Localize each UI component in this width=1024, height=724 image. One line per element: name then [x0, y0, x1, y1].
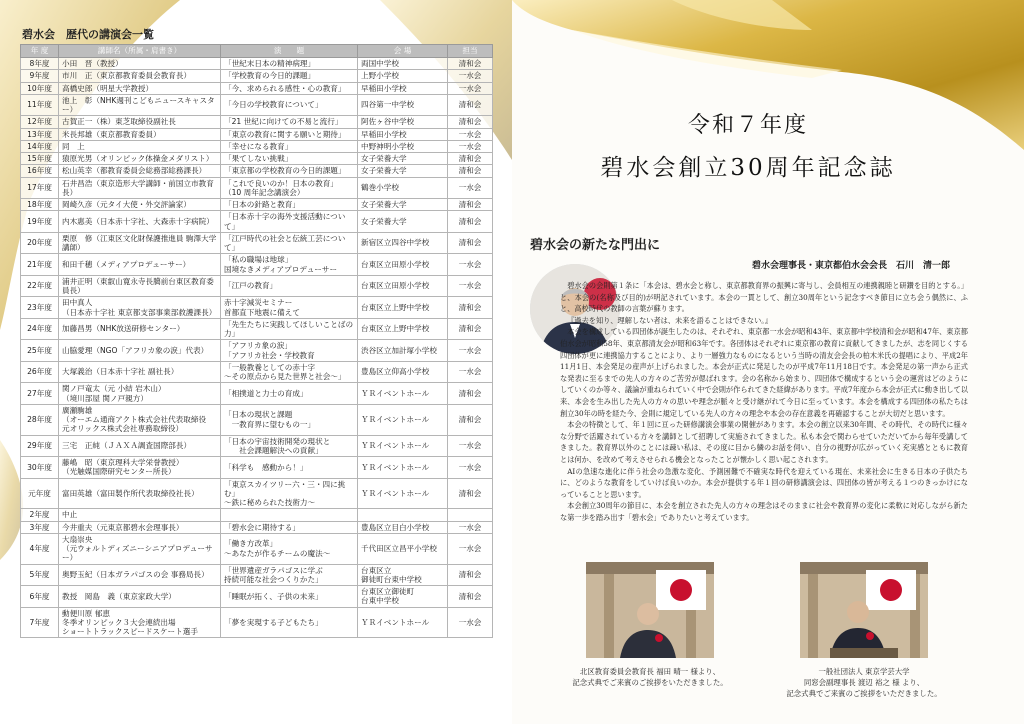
table-row: [21, 153, 493, 165]
column-header: 担当: [448, 45, 493, 58]
host-cell: 清和会: [448, 211, 493, 233]
year-cell: 14年度: [21, 140, 59, 152]
year-cell: 11年度: [21, 94, 59, 116]
lecturer-cell: 山脇愛理（NGO「アフリカ象の涙」代表）: [59, 340, 221, 362]
host-cell: 一水会: [448, 607, 493, 638]
lecturer-cell: 大扇崇央 （元ウォルトディズニーシニアプロデューサー）: [59, 533, 221, 564]
venue-cell: 女子栄養大学: [358, 211, 448, 233]
topic-cell: 「東京の教育に関する願いと期待」: [221, 128, 358, 140]
venue-cell: 豊島区立仰高小学校: [358, 361, 448, 383]
venue-cell: 千代田区立昌平小学校: [358, 533, 448, 564]
topic-cell: 「幸せになる教育」: [221, 140, 358, 152]
year-cell: 5年度: [21, 564, 59, 586]
host-cell: 一水会: [448, 361, 493, 383]
lecturer-cell: 松山英幸（都教育委員会総務部総務課長）: [59, 165, 221, 177]
commemorative-title: [598, 108, 898, 182]
table-row: [21, 140, 493, 152]
venue-cell: ＹＲイベントホール: [358, 404, 448, 435]
host-cell: 清和会: [448, 478, 493, 509]
table-row: [21, 58, 493, 70]
guest-caption-2: 一般社団法人 東京学芸大学 同窓会副理事長 渡辺 裕之 様 より、 記念式典でご来賓のご挨拶をいただきました。: [786, 667, 942, 698]
year-cell: 20年度: [21, 232, 59, 254]
venue-cell: 女子栄養大学: [358, 153, 448, 165]
host-cell: 清和会: [448, 199, 493, 211]
lecturer-cell: 大塚義治（日本赤十字社 副社長）: [59, 361, 221, 383]
venue-cell: [358, 509, 448, 521]
lecture-history-table: [20, 44, 493, 638]
venue-cell: 新宿区立四谷中学校: [358, 232, 448, 254]
topic-cell: 「日本赤十字の海外支援活動について」: [221, 211, 358, 233]
host-cell: [448, 509, 493, 521]
topic-cell: 「働き方改革」 ～あなたが作るチームの魔法～: [221, 533, 358, 564]
lecturer-cell: 池上 彰（NHK週刊こどもニュースキャスター）: [59, 94, 221, 116]
host-cell: 清和会: [448, 586, 493, 608]
topic-cell: 「江戸の教育」: [221, 275, 358, 297]
column-header: 講師名（所属・肩書き）: [59, 45, 221, 58]
topic-cell: 「東京都の学校教育の今日的課題」: [221, 165, 358, 177]
lecturer-cell: 教授 岡島 義（東京家政大学）: [59, 586, 221, 608]
table-row: [21, 165, 493, 177]
table-row: [21, 457, 493, 479]
topic-cell: 「夢を実現する子どもたち」: [221, 607, 358, 638]
topic-cell: 「今、求められる感性・心の教育」: [221, 82, 358, 94]
table-row: [21, 254, 493, 276]
lecturer-cell: 米長邦雄（東京都教育委員）: [59, 128, 221, 140]
topic-cell: 「学校教育の今日的課題」: [221, 70, 358, 82]
article-headline: 碧水会の新たな門出に: [530, 238, 661, 253]
venue-cell: 四谷第一中学校: [358, 94, 448, 116]
article-author: 碧水会理事長・東京都伯水会会長 石川 清一郎: [752, 261, 951, 271]
body-paragraph: 本会を構成している四団体が誕生したのは、それぞれ、東京都一水会が昭和43年、東京都中学校清和会が昭和47年、東京都伯水会が昭和58年、東京都清友会が昭和63年です。各団体はそれぞれに東京都の教育に貢献してきましたが、志を同じくする四団体が更に連携協力することにより、より一層強力なものになるという当時の清友会会長の柏木米氏の提唱により、平成2年11月1日、本会発足の産声が上げられました。本会が正式に発足したのが平成7年11月18日です。本会発足の第一声から正式な発表に至るまでの先人の方々のご苦労が偲ばれます。会の名称から始まり、四団体で構成するという会の運営はどのようにしていくのか等々、議論が重ねられていく中で会則が作られてきた経緯があります。平成7年度から本会が正式に動き出して以来、本会を生み出した先人の方々の思いや理念が脈々と受け継がれて今日に至っています。本会を構成する四団体の私たちは創立30年の時を経た今、会則に規定している先人の方々の理念や本会の存在意義を再確認することが大切だと思います。: [560, 327, 968, 418]
table-row: [21, 361, 493, 383]
year-cell: 19年度: [21, 211, 59, 233]
lecturer-cell: 同 上: [59, 140, 221, 152]
host-cell: 清和会: [448, 58, 493, 70]
lecture-history-title: 碧水会 歴代の講演会一覧: [22, 28, 154, 41]
table-row: [21, 478, 493, 509]
venue-cell: 両国中学校: [358, 58, 448, 70]
table-row: [21, 199, 493, 211]
venue-cell: 阿佐ヶ谷中学校: [358, 116, 448, 128]
column-header: 年 度: [21, 45, 59, 58]
host-cell: 清和会: [448, 383, 493, 405]
host-cell: 一水会: [448, 435, 493, 457]
topic-cell: 「21 世紀に向けての不易と流行」: [221, 116, 358, 128]
host-cell: 一水会: [448, 521, 493, 533]
year-cell: 7年度: [21, 607, 59, 638]
year-cell: 8年度: [21, 58, 59, 70]
host-cell: 清和会: [448, 404, 493, 435]
topic-cell: 「日本の現状と課題 一教育界に望むもの一」: [221, 404, 358, 435]
body-paragraph: 碧水会の会則第１条に「本会は、碧水会と称し、東京都教育界の振興に寄与し、会員相互の連携親睦と研鑽を目的とする。」と、本会の(名称及び目的)が明記されています。本会の一貫として、創立30周年という記念すべき節目に立ち会う偶然に、ふと、高校時代の教師の言葉が蘇ります。: [560, 281, 968, 314]
table-row: [21, 340, 493, 362]
title-year: 令和７年度: [687, 113, 808, 138]
year-cell: 15年度: [21, 153, 59, 165]
year-cell: 9年度: [21, 70, 59, 82]
lecturer-cell: 石井昌浩（東京造形大学講師・前国立市教育長）: [59, 177, 221, 199]
year-cell: 25年度: [21, 340, 59, 362]
lecturer-cell: 今井重夫（元東京都碧水会理事長）: [59, 521, 221, 533]
topic-cell: 「アフリカ象の涙」 「アフリカ社会・学校教育: [221, 340, 358, 362]
lecturer-cell: 動便川原 郁恵 冬季オリンピック３大会連続出場 ショートトラックスピードスケート選手: [59, 607, 221, 638]
host-cell: 清和会: [448, 94, 493, 116]
lecturer-cell: 田中真人 （日本赤十字社 東京都支部事業部救護課長）: [59, 297, 221, 319]
lecturer-cell: 小田 晋（教授）: [59, 58, 221, 70]
venue-cell: 早稲田小学校: [358, 82, 448, 94]
host-cell: 清和会: [448, 232, 493, 254]
topic-cell: 「一般教養としての赤十字 ～その原点から見た世界と社会～」: [221, 361, 358, 383]
venue-cell: 豊島区立目白小学校: [358, 521, 448, 533]
body-paragraph: 本会の特徴として、年１回に亘った研修講演会事業の開催があります。本会の創立以来30年間、その時代、その時代に様々な分野で活躍されている方々を講師として招聘して実施されてきました。私も本会で関わらせていただいてから毎年受講してきました。教育界以外のことには疎い私は、その度に目から鱗のお話を伺い、自分の視野が広がっていく充実感とともに教育とは何か、を改めて考えさせられる機会となったことが懐かしく思い起こされます。: [560, 420, 968, 464]
year-cell: 21年度: [21, 254, 59, 276]
lecturer-cell: 和田千穂（メディアプロデューサー）: [59, 254, 221, 276]
venue-cell: 台東区立 御徒町台東中学校: [358, 564, 448, 586]
year-cell: 2年度: [21, 509, 59, 521]
column-header: 会 場: [358, 45, 448, 58]
topic-cell: 「碧水会に期待する」: [221, 521, 358, 533]
guest-photo-1: [586, 562, 714, 658]
table-row: [21, 521, 493, 533]
year-cell: 元年度: [21, 478, 59, 509]
venue-cell: 上野小学校: [358, 70, 448, 82]
table-row: [21, 177, 493, 199]
venue-cell: 女子栄養大学: [358, 165, 448, 177]
table-row: [21, 275, 493, 297]
year-cell: 3年度: [21, 521, 59, 533]
body-paragraph: 本会創立30周年の節目に、本会を創立された先人の方々の理念はそのままに社会や教育界の変化に柔軟に対応しながら新たな第一歩を踏み出す「碧水会」でありたいと考えています。: [560, 501, 968, 522]
speech-photo-icon: [800, 562, 928, 658]
table-row: [21, 82, 493, 94]
topic-cell: 「睡眠が拓く、子供の未来」: [221, 586, 358, 608]
topic-cell: 「科学も 感動から！」: [221, 457, 358, 479]
venue-cell: 中野神明小学校: [358, 140, 448, 152]
table-row: [21, 383, 493, 405]
year-cell: 24年度: [21, 318, 59, 340]
table-row: [21, 297, 493, 319]
table-header-row: [21, 45, 493, 58]
host-cell: 一水会: [448, 82, 493, 94]
table-row: [21, 232, 493, 254]
topic-cell: 「東京スカイツリー六・三・四に挑む」 ～鉄に秘められた技術力～: [221, 478, 358, 509]
lecturer-cell: 高橋史郎（明星大学教授）: [59, 82, 221, 94]
lecturer-cell: 古賀正一（株）東芝取締役副社長: [59, 116, 221, 128]
lecturer-cell: 市川 正（東京都教育委員会教育長）: [59, 70, 221, 82]
venue-cell: ＹＲイベントホール: [358, 383, 448, 405]
year-cell: 6年度: [21, 586, 59, 608]
year-cell: 27年度: [21, 383, 59, 405]
year-cell: 18年度: [21, 199, 59, 211]
year-cell: 4年度: [21, 533, 59, 564]
host-cell: 一水会: [448, 340, 493, 362]
venue-cell: 台東区立田原小学校: [358, 254, 448, 276]
year-cell: 26年度: [21, 361, 59, 383]
lecturer-cell: 岡崎久彦（元タイ大使・外交評論家）: [59, 199, 221, 211]
year-cell: 30年度: [21, 457, 59, 479]
table-row: [21, 404, 493, 435]
table-row: [21, 70, 493, 82]
lecturer-cell: 中止: [59, 509, 221, 521]
table-row: [21, 533, 493, 564]
venue-cell: ＹＲイベントホール: [358, 607, 448, 638]
year-cell: 10年度: [21, 82, 59, 94]
host-cell: 一水会: [448, 275, 493, 297]
host-cell: 清和会: [448, 564, 493, 586]
topic-cell: 「世紀末日本の精神病理」: [221, 58, 358, 70]
table-row: [21, 211, 493, 233]
host-cell: 一水会: [448, 140, 493, 152]
venue-cell: 鶴巻小学校: [358, 177, 448, 199]
lecturer-cell: 富田英雄（富田製作所代表取締役社長）: [59, 478, 221, 509]
topic-cell: 「日本の針路と教育」: [221, 199, 358, 211]
venue-cell: 早稲田小学校: [358, 128, 448, 140]
topic-cell: 「果てしない挑戦」: [221, 153, 358, 165]
article-body: [560, 280, 968, 523]
year-cell: 22年度: [21, 275, 59, 297]
host-cell: 清和会: [448, 153, 493, 165]
venue-cell: 台東区立上野中学校: [358, 297, 448, 319]
topic-cell: 「これで良いのか！日本の教育」 （10 周年記念講演会）: [221, 177, 358, 199]
host-cell: 清和会: [448, 318, 493, 340]
venue-cell: ＹＲイベントホール: [358, 478, 448, 509]
topic-cell: 「相撲道と力士の育成」: [221, 383, 358, 405]
table-row: [21, 128, 493, 140]
table-row: [21, 607, 493, 638]
host-cell: 清和会: [448, 116, 493, 128]
year-cell: 16年度: [21, 165, 59, 177]
topic-cell: 「世界遺産ガラパゴスに学ぶ 持続可能な社会つくりかた」: [221, 564, 358, 586]
year-cell: 17年度: [21, 177, 59, 199]
host-cell: 一水会: [448, 128, 493, 140]
topic-cell: 「江戸時代の社会と伝統工芸について」: [221, 232, 358, 254]
lecturer-cell: 廣瀬駒雄 （オーエム通商アクト株式会社代表取締役 元オリックス株式会社専務取締役）: [59, 404, 221, 435]
host-cell: 一水会: [448, 254, 493, 276]
year-cell: 13年度: [21, 128, 59, 140]
topic-cell: 「日本の宇宙技術開発の現状と 社会課題解決への貢献」: [221, 435, 358, 457]
lecturer-cell: 関ノ戸竜太（元 小結 岩木山） （境川部屋 関ノ戸親方）: [59, 383, 221, 405]
host-cell: 清和会: [448, 297, 493, 319]
year-cell: 23年度: [21, 297, 59, 319]
title-main: 碧水会創立30周年記念誌: [600, 155, 896, 181]
table-row: [21, 586, 493, 608]
lecturer-cell: 内木惠美（日本赤十字社、大森赤十字病院）: [59, 211, 221, 233]
table-row: [21, 116, 493, 128]
lecturer-cell: 奥野玉紀（日本ガラパゴスの会 事務局長）: [59, 564, 221, 586]
venue-cell: 台東区立田原小学校: [358, 275, 448, 297]
lecturer-cell: 栗原 修（江東区文化財保護推進員 駒澤大学講師）: [59, 232, 221, 254]
lecturer-cell: 三宅 正純（ＪＡＸＡ調査国際部長）: [59, 435, 221, 457]
speech-photo-icon: [586, 562, 714, 658]
topic-cell: 赤十字減災セミナー 首都直下地震に備えて: [221, 297, 358, 319]
topic-cell: 「今日の学校教育について」: [221, 94, 358, 116]
year-cell: 28年度: [21, 404, 59, 435]
right-page: [512, 0, 1024, 724]
topic-cell: 「先生たちに実践してほしいことばの力」: [221, 318, 358, 340]
lecturer-cell: 浦井正明（東叡山寛永寺長臈前台東区教育委員長）: [59, 275, 221, 297]
lecturer-cell: 加藤昌男（NHK放送研修センター）: [59, 318, 221, 340]
table-row: [21, 318, 493, 340]
body-paragraph: 『過去を知り、理解しない者は、未来を語ることはできない。』: [567, 315, 773, 325]
year-cell: 29年度: [21, 435, 59, 457]
venue-cell: 台東区立御徒町 台東中学校: [358, 586, 448, 608]
venue-cell: ＹＲイベントホール: [358, 457, 448, 479]
table-row: [21, 435, 493, 457]
year-cell: 12年度: [21, 116, 59, 128]
lecturer-cell: 猿原光男（オリンピック体操金メダリスト）: [59, 153, 221, 165]
host-cell: 一水会: [448, 457, 493, 479]
column-header: 演 題: [221, 45, 358, 58]
host-cell: 一水会: [448, 70, 493, 82]
host-cell: 一水会: [448, 533, 493, 564]
guest-caption-1: 北区教育委員会教育長 福田 晴一 様より、 記念式典でご来賓のご挨拶をいただきました。: [572, 667, 728, 687]
table-row: [21, 94, 493, 116]
venue-cell: 渋谷区立加計塚小学校: [358, 340, 448, 362]
body-paragraph: AIの急速な進化に伴う社会の急激な変化、予測困難で不確実な時代を迎えている現在、未来社会に生きる日本の子供たちに、どのような教育をしていけば良いのか。本会が提供する年１回の研修講演会は、四団体の皆が考える１つのきっかけになっていることと思います。: [560, 466, 968, 499]
table-row: [21, 509, 493, 521]
host-cell: 清和会: [448, 165, 493, 177]
table-row: [21, 564, 493, 586]
venue-cell: 台東区立上野中学校: [358, 318, 448, 340]
lecturer-cell: 藤嶋 昭（東京理科大学栄誉教授） （光触媒国際研究センター所長）: [59, 457, 221, 479]
guest-photo-2: [800, 562, 928, 658]
host-cell: 一水会: [448, 177, 493, 199]
topic-cell: [221, 509, 358, 521]
topic-cell: 「私の職場は地球」 国境なきメディアプロデューサー: [221, 254, 358, 276]
venue-cell: 女子栄養大学: [358, 199, 448, 211]
venue-cell: ＹＲイベントホール: [358, 435, 448, 457]
